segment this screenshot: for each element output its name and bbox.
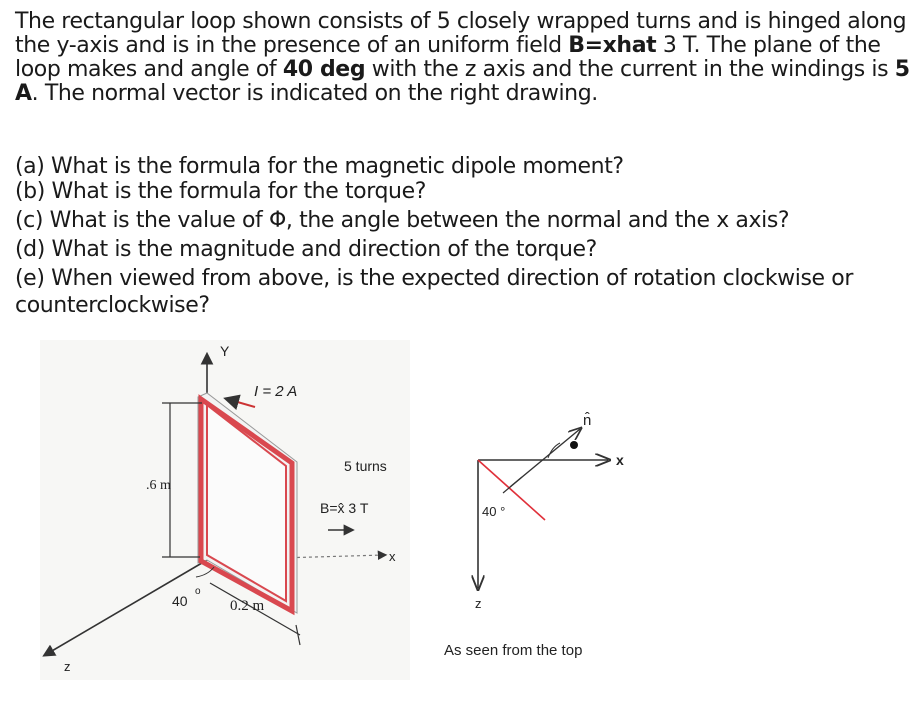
phi-label <box>569 432 570 433</box>
current-bold: 5 A <box>15 57 910 106</box>
x-axis-label: x <box>389 549 396 564</box>
current-label: I = 2 A <box>254 383 298 400</box>
question-a: (a) What is the formula for the magnetic dipole moment? <box>15 154 624 179</box>
current-loop <box>198 393 297 613</box>
intro-text-c: with the z axis and the current in the windings is <box>365 57 895 82</box>
question-c: (c) What is the value of Φ, the angle between the normal and the x axis? <box>15 208 790 233</box>
turns-label: 5 turns <box>344 458 387 474</box>
question-d: (d) What is the magnitude and direction of the torque? <box>15 237 597 262</box>
angle-degree-mark: o <box>195 586 201 597</box>
question-b: (b) What is the formula for the torque? <box>15 179 427 204</box>
top-angle-label: 40 ° <box>482 504 506 519</box>
intro-text-a: The rectangular loop shown consists of 5 closely wrapped turns and is hinged along the y-axis and is in the presence of an uniform field <box>15 9 907 58</box>
intro-text-b: 3 T. The plane of the loop makes and angle of <box>15 33 881 82</box>
z-axis-label: z <box>64 659 71 674</box>
top-x-axis-label: x <box>616 452 624 468</box>
question-e: (e) When viewed from above, is the expected direction of rotation clockwise or <box>15 266 853 291</box>
field-label: B=x̂ 3 T <box>320 500 369 516</box>
normal-label: n̂ <box>583 412 592 429</box>
intro-text-d: . The normal vector is indicated on the right drawing. <box>31 81 598 106</box>
width-label: 0.2 m <box>230 598 265 614</box>
problem-statement <box>15 10 910 106</box>
field-bold: B=xhat <box>568 33 657 58</box>
top-view-caption: As seen from the top <box>444 642 583 659</box>
phi-marker <box>570 441 578 449</box>
angle-label: 40 <box>172 593 188 609</box>
height-label: .6 m <box>146 478 171 493</box>
question-e-continued: counterclockwise? <box>15 293 210 318</box>
y-axis-label: Y <box>220 343 230 359</box>
angle-bold: 40 deg <box>282 57 366 82</box>
top-z-axis-label: z <box>475 596 482 611</box>
current-arrow <box>227 399 255 407</box>
